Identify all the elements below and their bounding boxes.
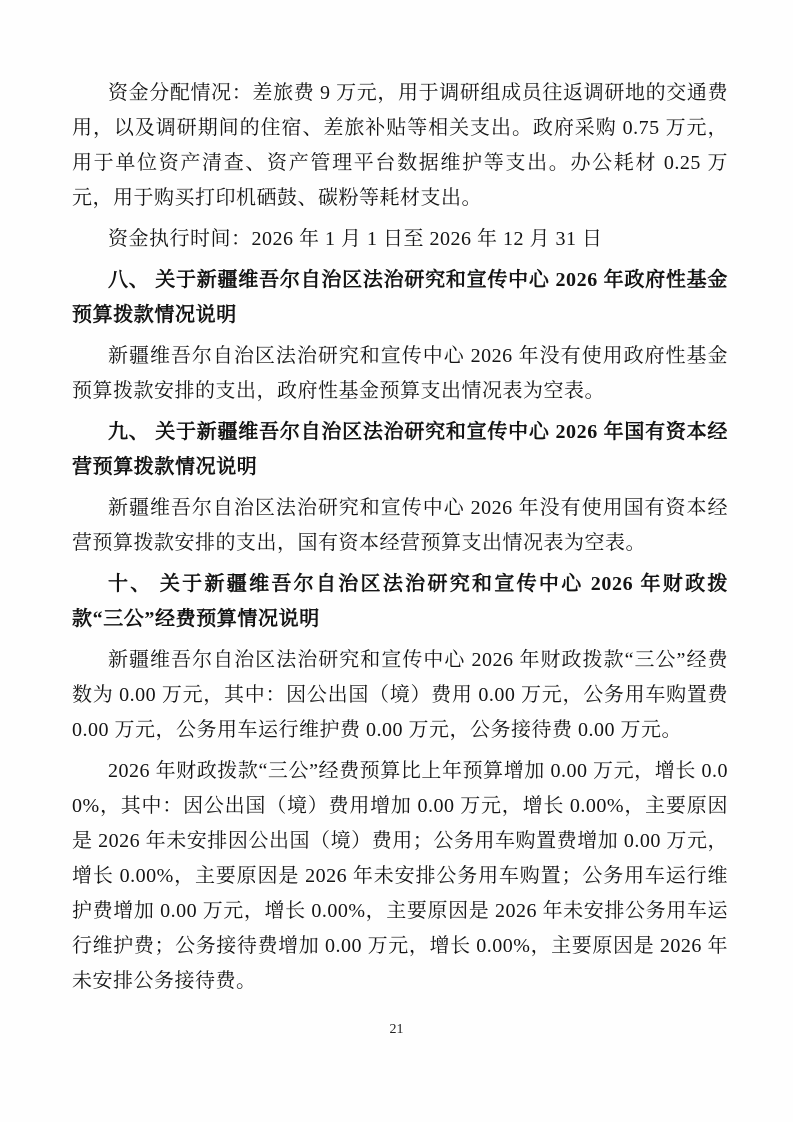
paragraph-three-public-expenses-changes: 2026 年财政拨款“三公”经费预算比上年预算增加 0.00 万元，增长 0.00%，其中：因公出国（境）费用增加 0.00 万元，增长 0.00%，主要原因是 2026 年未安排因公出国（境）费用；公务用车购置费增加 0.00 万元，增长 0.00%，主要原因是 2026 年未安排公务用车购置；公务用车运行维护费增加 0.00 万元，增长 0.00%，主要原因是 2026 年未安排公务用车运行维护费；公务接待费增加 0.00 万元，增长 0.00%，主要原因是 2026 年未安排公务接待费。	[72, 760, 728, 992]
paragraph-fund-execution-period: 资金执行时间：2026 年 1 月 1 日至 2026 年 12 月 31 日	[108, 228, 603, 250]
document-content	[72, 76, 728, 1005]
paragraph-fund-allocation: 资金分配情况：差旅费 9 万元，用于调研组成员往返调研地的交通费用，以及调研期间的住宿、差旅补贴等相关支出。政府采购 0.75 万元，用于单位资产清查、资产管理平台数据维护等支出。办公耗材 0.25 万元，用于购买打印机硒鼓、碳粉等耗材支出。	[72, 82, 728, 209]
paragraph-government-fund-budget-empty: 新疆维吾尔自治区法治研究和宣传中心 2026 年没有使用政府性基金预算拨款安排的支出，政府性基金预算支出情况表为空表。	[72, 345, 728, 402]
paragraph-state-capital-budget-empty: 新疆维吾尔自治区法治研究和宣传中心 2026 年没有使用国有资本经营预算拨款安排的支出，国有资本经营预算支出情况表为空表。	[72, 497, 728, 554]
page-number: 21	[389, 1022, 404, 1037]
section-heading-9-state-capital-budget: 九、 关于新疆维吾尔自治区法治研究和宣传中心 2026 年国有资本经营预算拨款情况说明	[72, 421, 728, 478]
paragraph-three-public-expenses-amounts: 新疆维吾尔自治区法治研究和宣传中心 2026 年财政拨款“三公”经费数为 0.00 万元，其中：因公出国（境）费用 0.00 万元，公务用车购置费 0.00 万元，公务用车运行维护费 0.00 万元，公务接待费 0.00 万元。	[72, 649, 728, 741]
section-heading-8-government-fund-budget: 八、 关于新疆维吾尔自治区法治研究和宣传中心 2026 年政府性基金预算拨款情况说明	[72, 269, 728, 326]
section-heading-10-three-public-expenses: 十、 关于新疆维吾尔自治区法治研究和宣传中心 2026 年财政拨款“三公”经费预算情况说明	[72, 573, 728, 630]
